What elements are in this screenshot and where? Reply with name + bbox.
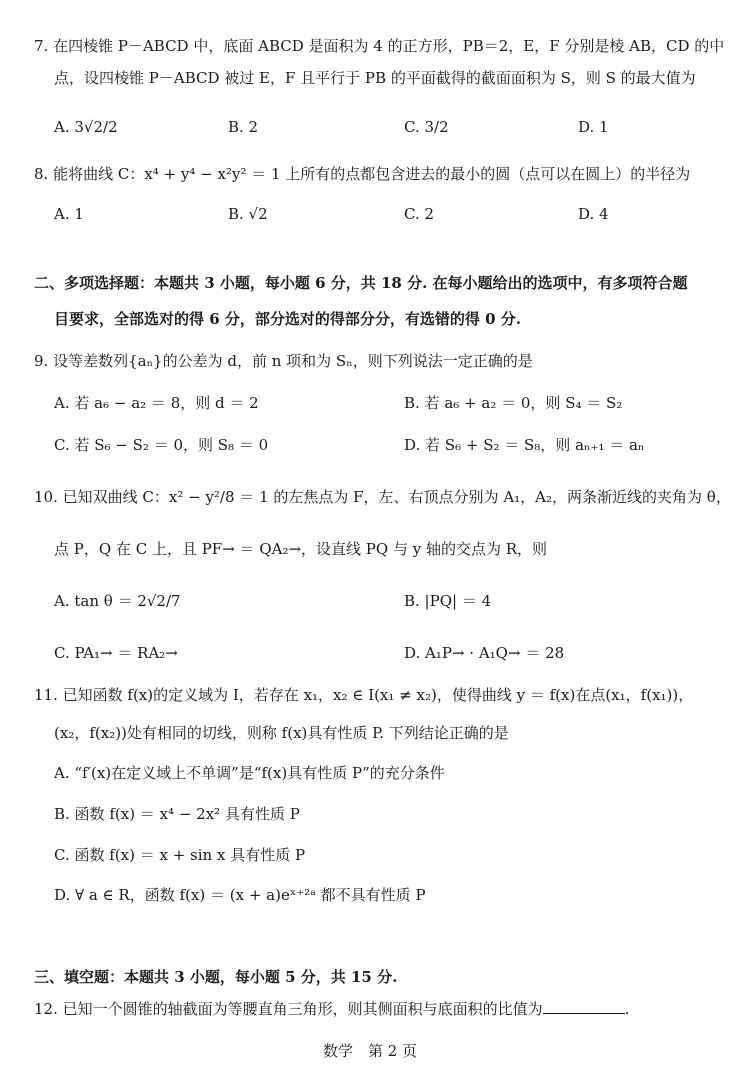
q10-option-a: A. tan θ ＝ 2√2/7 bbox=[54, 592, 181, 610]
section3-heading: 三、填空题：本题共 3 小题，每小题 5 分，共 15 分. bbox=[34, 968, 398, 986]
section2-heading-line2: 目要求，全部选对的得 6 分，部分选对的得部分分，有选错的得 0 分. bbox=[54, 310, 521, 328]
q8-option-b: B. √2 bbox=[228, 205, 268, 223]
q7-line1: 7. 在四棱锥 P－ABCD 中，底面 ABCD 是面积为 4 的正方形，PB＝2，E，F 分别是棱 AB，CD 的中 bbox=[34, 37, 725, 55]
q10-line1: 10. 已知双曲线 C：x² − y²/8 ＝ 1 的左焦点为 F，左、右顶点分别为 A₁，A₂，两条渐近线的夹角为 θ， bbox=[34, 488, 731, 506]
q8-option-a: A. 1 bbox=[54, 205, 84, 223]
page-footer: 数学 第 2 页 bbox=[322, 1042, 418, 1060]
q10-option-c: C. PA₁→ ＝ RA₂→ bbox=[54, 644, 178, 662]
q10-option-b: B. |PQ| ＝ 4 bbox=[404, 592, 492, 610]
q9-option-b: B. 若 a₆ + a₂ ＝ 0，则 S₄ ＝ S₂ bbox=[404, 394, 623, 412]
q7-option-d: D. 1 bbox=[578, 118, 609, 136]
q8-line1: 8. 能将曲线 C：x⁴ + y⁴ − x²y² ＝ 1 上所有的点都包含进去的最小的圆（点可以在圆上）的半径为 bbox=[34, 165, 691, 183]
q11-option-b: B. 函数 f(x) ＝ x⁴ − 2x² 具有性质 P bbox=[54, 805, 300, 823]
q11-line2: (x₂，f(x₂))处有相同的切线，则称 f(x)具有性质 P. 下列结论正确的是 bbox=[54, 724, 509, 742]
q7-option-b: B. 2 bbox=[228, 118, 259, 136]
q11-line1: 11. 已知函数 f(x)的定义域为 I，若存在 x₁，x₂ ∈ I(x₁ ≠ x₂)，使得曲线 y ＝ f(x)在点(x₁，f(x₁))， bbox=[34, 686, 694, 704]
q10-line2: 点 P，Q 在 C 上，且 PF→ ＝ QA₂→，设直线 PQ 与 y 轴的交点为 R，则 bbox=[54, 540, 548, 558]
q9-option-a: A. 若 a₆ − a₂ ＝ 8，则 d ＝ 2 bbox=[54, 394, 259, 412]
q7-option-c: C. 3/2 bbox=[404, 118, 449, 136]
q7-line2: 点，设四棱锥 P－ABCD 被过 E，F 且平行于 PB 的平面截得的截面面积为 S，则 S 的最大值为 bbox=[54, 69, 696, 87]
q10-option-d: D. A₁P→ · A₁Q→ ＝ 28 bbox=[404, 644, 565, 662]
q7-option-a: A. 3√2/2 bbox=[54, 118, 118, 136]
q8-option-c: C. 2 bbox=[404, 205, 435, 223]
q9-option-d: D. 若 S₆ + S₂ ＝ S₈，则 aₙ₊₁ ＝ aₙ bbox=[404, 436, 645, 454]
q11-option-d: D. ∀ a ∈ R，函数 f(x) ＝ (x + a)eˣ⁺²ᵃ 都不具有性质 P bbox=[54, 886, 426, 904]
q12-line bbox=[34, 998, 629, 1020]
section2-heading-line1: 二、多项选择题：本题共 3 小题，每小题 6 分，共 18 分. 在每小题给出的选项中，有多项符合题 bbox=[34, 274, 688, 292]
q9-option-c: C. 若 S₆ − S₂ ＝ 0，则 S₈ ＝ 0 bbox=[54, 436, 269, 454]
q11-option-a: A. “f′(x)在定义域上不单调”是“f(x)具有性质 P”的充分条件 bbox=[54, 764, 445, 782]
q11-option-c: C. 函数 f(x) ＝ x + sin x 具有性质 P bbox=[54, 846, 306, 864]
q9-line1: 9. 设等差数列{aₙ}的公差为 d，前 n 项和为 Sₙ，则下列说法一定正确的是 bbox=[34, 352, 533, 370]
q12-text: 12. 已知一个圆锥的轴截面为等腰直角三角形，则其侧面积与底面积的比值为 bbox=[34, 1000, 543, 1018]
q12-answer-blank bbox=[543, 998, 625, 1014]
q12-end: . bbox=[624, 1000, 630, 1018]
q8-option-d: D. 4 bbox=[578, 205, 609, 223]
